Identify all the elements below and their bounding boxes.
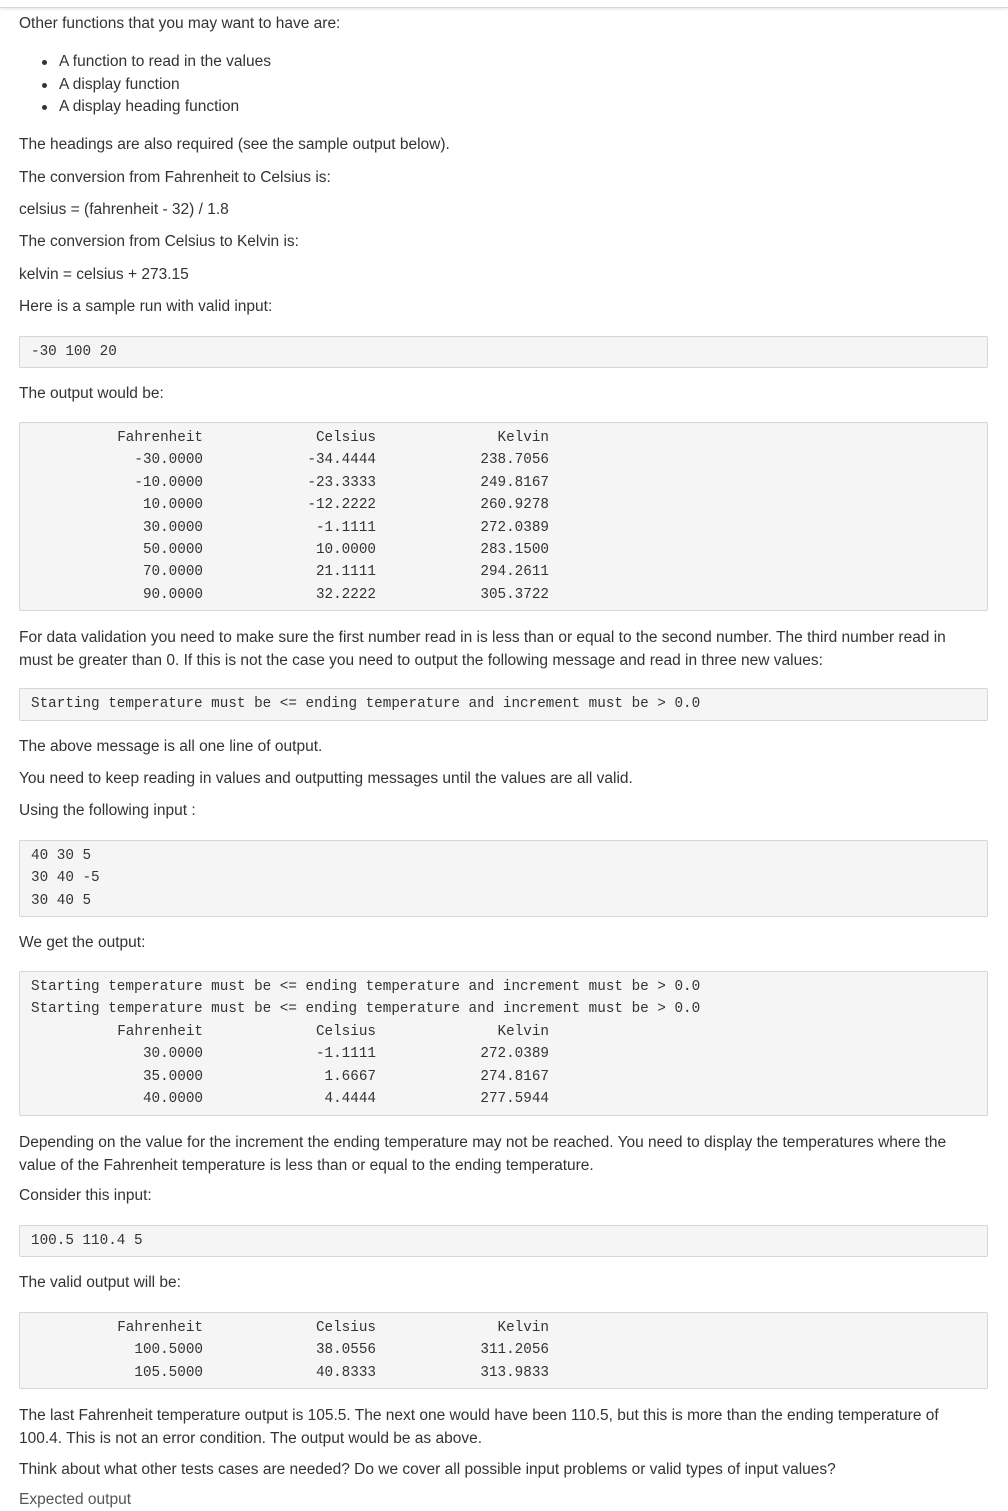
header-fahrenheit: Fahrenheit	[117, 1023, 203, 1040]
cell-kelvin: 283.1500	[480, 542, 549, 558]
cell-kelvin: 313.9833	[480, 1364, 549, 1381]
cell-kelvin: 238.7056	[480, 452, 549, 469]
code-line: 30 40 -5	[31, 870, 100, 887]
header-celsius: Celsius	[315, 430, 376, 446]
code-line: 40 30 5	[31, 848, 92, 864]
consider-label: Consider this input:	[19, 1187, 152, 1204]
cell-fahrenheit: 50.0000	[142, 542, 203, 558]
f-to-c-label: The conversion from Fahrenheit to Celsius is:	[19, 169, 331, 186]
code-line: 30 40 5	[31, 892, 92, 909]
list-item: A display heading function	[19, 96, 271, 119]
keep-reading-note: You need to keep reading in values and outputting messages until the values are all valid.	[19, 770, 633, 787]
header-celsius: Celsius	[315, 1023, 376, 1040]
get-output-label: We get the output:	[19, 934, 146, 951]
header-celsius: Celsius	[315, 1320, 376, 1336]
cell-fahrenheit: -10.0000	[134, 474, 203, 491]
cell-celsius: -1.1111	[315, 519, 376, 536]
cell-celsius: 40.8333	[315, 1364, 376, 1381]
cell-fahrenheit: 30.0000	[142, 519, 203, 536]
cell-fahrenheit: 100.5000	[134, 1342, 203, 1359]
top-divider	[0, 0, 1008, 8]
cell-celsius: 4.4444	[324, 1091, 376, 1107]
header-fahrenheit: Fahrenheit	[117, 430, 203, 446]
output-label: The output would be:	[19, 385, 164, 402]
cell-fahrenheit: 30.0000	[142, 1046, 203, 1063]
cell-celsius: -12.2222	[307, 497, 376, 514]
list-item: A function to read in the values	[19, 51, 271, 74]
cell-fahrenheit: 35.0000	[142, 1068, 203, 1085]
cell-kelvin: 272.0389	[480, 519, 549, 536]
list-item: A display function	[19, 74, 271, 97]
validation-paragraph: For data validation you need to make sure the first number read in is less than or equal to the second number. The third number read in must be greater than 0. If this is not the case you need to output the following message and read in three new values:	[19, 629, 946, 669]
cell-fahrenheit: 10.0000	[142, 497, 203, 514]
cell-fahrenheit: 105.5000	[134, 1364, 203, 1381]
cell-kelvin: 305.3722	[480, 586, 549, 603]
increment-paragraph: Depending on the value for the increment the ending temperature may not be reached. You need to display the temperatures where the value of the Fahrenheit temperature is less than or equal to the ending temperature.	[19, 1134, 947, 1174]
header-kelvin: Kelvin	[497, 1320, 549, 1336]
think-paragraph: Think about what other tests cases are needed? Do we cover all possible input problems or valid types of input values?	[19, 1461, 836, 1478]
c-to-k-label: The conversion from Celsius to Kelvin is:	[19, 233, 299, 250]
functions-list	[19, 51, 271, 119]
input-block-2	[19, 840, 988, 917]
header-kelvin: Kelvin	[497, 1023, 549, 1040]
code-line: Starting temperature must be <= ending temperature and increment must be > 0.0	[31, 696, 701, 712]
expected-output-heading: Expected output	[19, 1491, 132, 1508]
input-block-3	[19, 1225, 988, 1257]
following-input-label: Using the following input :	[19, 802, 196, 819]
headings-note: The headings are also required (see the sample output below).	[19, 136, 450, 153]
sample-run-label: Here is a sample run with valid input:	[19, 298, 273, 315]
cell-kelvin: 294.2611	[480, 564, 549, 581]
one-line-note: The above message is all one line of output.	[19, 738, 323, 755]
code-line: 100.5 110.4 5	[31, 1233, 143, 1249]
cell-fahrenheit: 90.0000	[142, 586, 203, 603]
c-to-k-formula: kelvin = celsius + 273.15	[19, 266, 189, 283]
cell-celsius: 1.6667	[324, 1068, 376, 1085]
intro-text: Other functions that you may want to have are:	[19, 15, 341, 32]
cell-kelvin: 277.5944	[480, 1091, 549, 1107]
cell-celsius: 21.1111	[315, 564, 376, 581]
valid-output-label: The valid output will be:	[19, 1274, 181, 1291]
last-output-paragraph: The last Fahrenheit temperature output is 105.5. The next one would have been 110.5, but this is more than the ending temperature of 100.4. This is not an error condition. The output would be as above.	[19, 1407, 939, 1447]
cell-kelvin: 274.8167	[480, 1068, 549, 1085]
output-block-3	[19, 1312, 988, 1389]
code-line: -30 100 20	[31, 344, 117, 360]
cell-celsius: -1.1111	[315, 1046, 376, 1063]
cell-kelvin: 311.2056	[480, 1342, 549, 1359]
cell-celsius: 10.0000	[315, 542, 376, 558]
cell-celsius: 32.2222	[315, 586, 376, 603]
cell-fahrenheit: -30.0000	[134, 452, 203, 469]
cell-celsius: 38.0556	[315, 1342, 376, 1359]
cell-kelvin: 272.0389	[480, 1046, 549, 1063]
sample-input-block	[19, 336, 988, 368]
cell-fahrenheit: 40.0000	[142, 1091, 203, 1107]
error-line: Starting temperature must be <= ending temperature and increment must be > 0.0	[31, 979, 701, 995]
output-block-2	[19, 971, 988, 1116]
error-line: Starting temperature must be <= ending temperature and increment must be > 0.0	[31, 1001, 701, 1018]
header-kelvin: Kelvin	[497, 430, 549, 446]
error-message-block	[19, 688, 988, 721]
cell-celsius: -34.4444	[307, 452, 376, 469]
sample-output-block	[19, 422, 988, 611]
f-to-c-formula: celsius = (fahrenheit - 32) / 1.8	[19, 201, 229, 218]
cell-kelvin: 260.9278	[480, 497, 549, 514]
cell-celsius: -23.3333	[307, 474, 376, 491]
cell-fahrenheit: 70.0000	[142, 564, 203, 581]
cell-kelvin: 249.8167	[480, 474, 549, 491]
header-fahrenheit: Fahrenheit	[117, 1320, 203, 1336]
